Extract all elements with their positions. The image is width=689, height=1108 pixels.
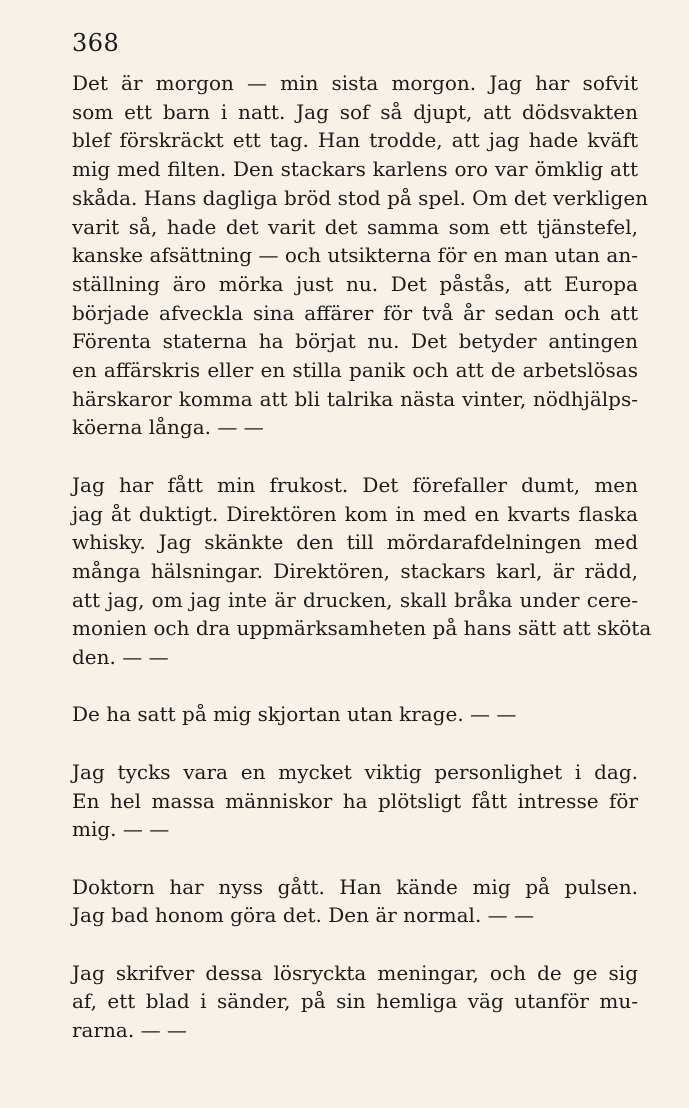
text-line: en affärskris eller en stilla panik och att de arbetslösas bbox=[72, 358, 638, 383]
text-line: skåda. Hans dagliga bröd stod på spel. Om det verkligen bbox=[72, 185, 649, 210]
paragraph bbox=[72, 700, 638, 729]
text-line: jag åt duktigt. Direktören kom in med en kvarts flaska bbox=[72, 501, 638, 526]
paragraph-gap bbox=[72, 729, 638, 758]
text-line: monien och dra uppmärksamheten på hans sätt att sköta bbox=[72, 616, 652, 641]
text-line: kanske afsättning — och utsikterna för en man utan an- bbox=[72, 243, 638, 268]
text-line: många hälsningar. Direktören, stackars karl, är rädd, bbox=[72, 558, 638, 583]
page-number: 368 bbox=[72, 29, 120, 57]
text-line: whisky. Jag skänkte den till mördarafdelningen med bbox=[72, 530, 638, 555]
text-line: Jag tycks vara en mycket viktig personlighet i dag. bbox=[72, 759, 638, 784]
text-line: började afveckla sina affärer för två år sedan och att bbox=[72, 300, 638, 325]
paragraph-gap bbox=[72, 844, 638, 873]
text-line: De ha satt på mig skjortan utan krage. — — bbox=[72, 702, 517, 727]
text-line: Jag har fått min frukost. Det förefaller dumt, men bbox=[72, 472, 638, 497]
paragraph-gap bbox=[72, 672, 638, 701]
text-line: Jag skrifver dessa lösryckta meningar, och de ge sig bbox=[72, 960, 638, 985]
text-line: att jag, om jag inte är drucken, skall bråka under cere- bbox=[72, 587, 638, 612]
text-line: En hel massa människor ha plötsligt fått intresse för bbox=[72, 788, 638, 813]
text-line: härskaror komma att bli talrika nästa vinter, nödhjälps- bbox=[72, 386, 638, 411]
text-line: som ett barn i natt. Jag sof så djupt, att dödsvakten bbox=[72, 99, 638, 124]
text-line: Doktorn har nyss gått. Han kände mig på pulsen. bbox=[72, 874, 638, 899]
paragraph bbox=[72, 873, 638, 930]
paragraph bbox=[72, 471, 652, 672]
paragraph-gap bbox=[72, 930, 638, 959]
text-line: Förenta staterna ha börjat nu. Det betyder antingen bbox=[72, 329, 638, 354]
paragraph-gap bbox=[72, 442, 638, 471]
text-line: blef förskräckt ett tag. Han trodde, att jag hade kväft bbox=[72, 128, 638, 153]
text-line: rarna. — — bbox=[72, 1018, 187, 1043]
paragraph bbox=[72, 69, 649, 442]
paragraph bbox=[72, 758, 638, 844]
page-body-text bbox=[72, 69, 652, 1045]
text-line: mig. — — bbox=[72, 817, 170, 842]
text-line: den. — — bbox=[72, 645, 169, 670]
text-line: mig med filten. Den stackars karlens oro var ömklig att bbox=[72, 157, 638, 182]
text-line: köerna långa. — — bbox=[72, 415, 264, 440]
text-line: ställning äro mörka just nu. Det påstås, att Europa bbox=[72, 271, 638, 296]
paragraph bbox=[72, 959, 638, 1045]
text-line: af, ett blad i sänder, på sin hemliga väg utanför mu- bbox=[72, 989, 638, 1014]
text-line: Jag bad honom göra det. Den är normal. — — bbox=[72, 903, 535, 928]
text-line: varit så, hade det varit det samma som ett tjänstefel, bbox=[72, 214, 638, 239]
text-line: Det är morgon — min sista morgon. Jag har sofvit bbox=[72, 71, 638, 95]
